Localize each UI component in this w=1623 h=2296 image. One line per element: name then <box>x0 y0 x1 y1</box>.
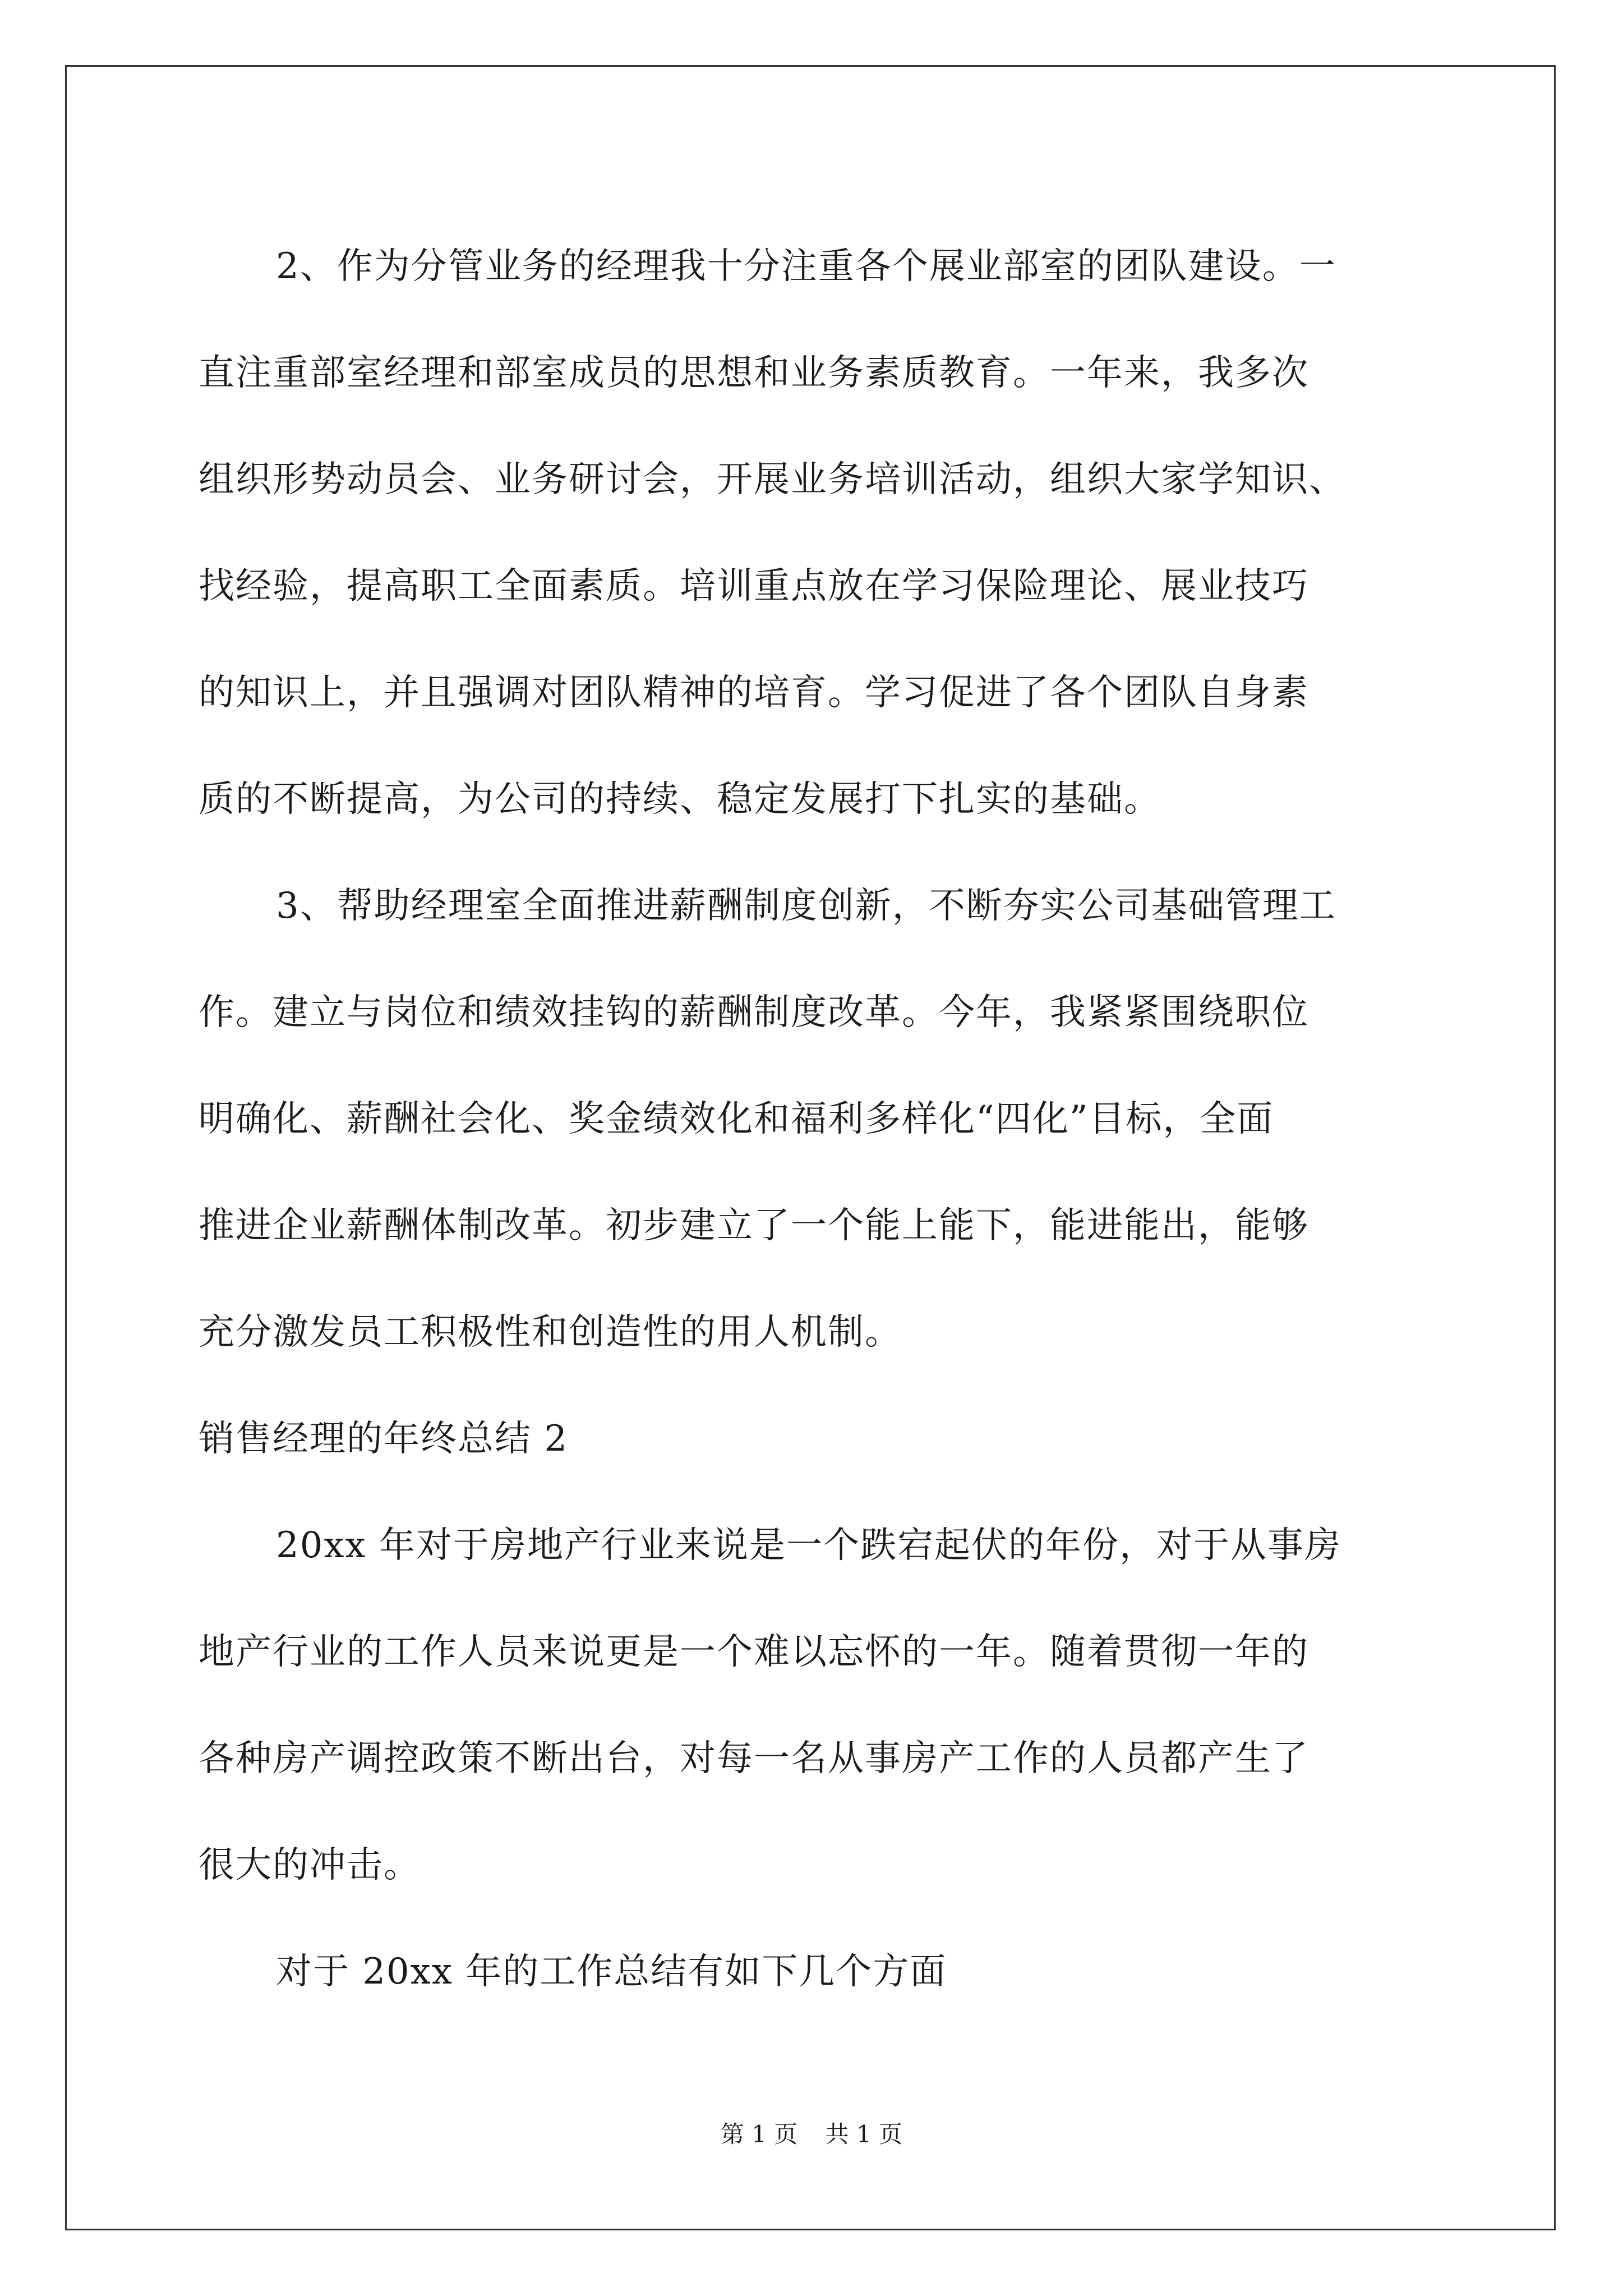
text-line: 的知识上，并且强调对团队精神的培育。学习促进了各个团队自身素 <box>199 672 1309 714</box>
text-line: 很大的冲击。 <box>199 1844 421 1886</box>
text-line: 直注重部室经理和部室成员的思想和业务素质教育。一年来，我多次 <box>199 352 1309 394</box>
text-line: 对于 20xx 年的工作总结有如下几个方面 <box>276 1951 947 1993</box>
text-line: 质的不断提高，为公司的持续、稳定发展打下扎实的基础。 <box>199 779 1161 820</box>
text-line: 20xx 年对于房地产行业来说是一个跌宕起伏的年份，对于从事房 <box>276 1525 1341 1566</box>
text-line: 地产行业的工作人员来说更是一个难以忘怀的一年。随着贯彻一年的 <box>199 1631 1309 1673</box>
text-line: 组织形势动员会、业务研讨会，开展业务培训活动，组织大家学知识、 <box>199 459 1346 500</box>
text-line: 各种房产调控政策不断出台，对每一名从事房产工作的人员都产生了 <box>199 1738 1309 1779</box>
text-line: 推进企业薪酬体制改革。初步建立了一个能上能下，能进能出，能够 <box>199 1205 1309 1246</box>
section-heading: 销售经理的年终总结 2 <box>199 1418 569 1460</box>
page-number: 第 1 页 <box>720 2120 798 2148</box>
page-footer <box>0 2116 1623 2150</box>
text-line: 找经验，提高职工全面素质。培训重点放在学习保险理论、展业技巧 <box>199 565 1309 607</box>
page-total: 共 1 页 <box>825 2120 903 2148</box>
text-line: 充分激发员工积极性和创造性的用人机制。 <box>199 1312 902 1353</box>
text-line: 3、帮助经理室全面推进薪酬制度创新，不断夯实公司基础管理工 <box>276 885 1336 927</box>
document-body <box>199 213 1432 2025</box>
text-line: 2、作为分管业务的经理我十分注重各个展业部室的团队建设。一 <box>276 246 1336 287</box>
text-line: 作。建立与岗位和绩效挂钩的薪酬制度改革。今年，我紧紧围绕职位 <box>199 992 1309 1033</box>
text-line: 明确化、薪酬社会化、奖金绩效化和福利多样化“四化”目标，全面 <box>199 1098 1274 1140</box>
